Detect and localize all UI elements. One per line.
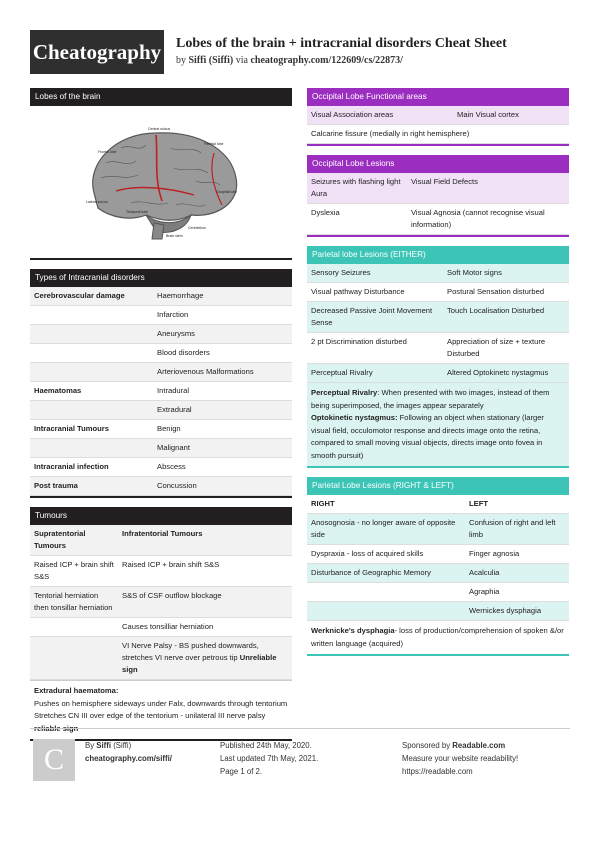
row-cell-b: Raised ICP + brain shift S&S — [122, 560, 220, 569]
table-row — [307, 106, 569, 125]
right-column — [307, 88, 569, 665]
table-row — [307, 125, 569, 144]
row-cell-b: S&S of CSF outflow blockage — [122, 591, 222, 600]
col-header-right: RIGHT — [311, 499, 335, 508]
table-row — [30, 458, 292, 477]
row-category — [30, 325, 153, 331]
table-row — [30, 344, 292, 363]
parietal-rl-title: Parietal Lobe Lesions (RIGHT & LEFT) — [307, 477, 569, 495]
row-cell-b: Infratentorial Tumours — [122, 529, 203, 538]
row-category — [30, 344, 153, 350]
footer-author-suffix: (Siffi) — [113, 741, 132, 750]
row-item: Arteriovenous Malformations — [157, 367, 254, 376]
row-category: Haematomas — [34, 386, 82, 395]
row-cell-b: Wernickes dysphagia — [469, 606, 542, 615]
row-cell-a: Tentorial herniation then tonsillar herniation — [34, 591, 113, 612]
occipital-func-title: Occipital Lobe Functional areas — [307, 88, 569, 106]
table-row — [307, 333, 569, 364]
footer-author-link[interactable]: Siffi — [96, 741, 112, 750]
row-item: Benign — [157, 424, 181, 433]
sponsor-prefix: Sponsored by — [402, 741, 451, 750]
row-cell-b: Causes tonsilliar herniation — [122, 622, 214, 631]
table-row — [30, 363, 292, 382]
row-cell-a: Seizures with flashing light Aura — [311, 177, 401, 198]
tumours-table — [30, 525, 292, 680]
table-row — [307, 173, 569, 204]
table-row — [30, 637, 292, 680]
parietal-rl-note — [307, 621, 569, 654]
parietal-rl-box — [307, 477, 569, 656]
row-item: Malignant — [157, 443, 190, 452]
footer-sponsor — [402, 739, 518, 778]
table-row — [30, 325, 292, 344]
table-row — [30, 382, 292, 401]
table-row — [30, 587, 292, 618]
sponsor-link[interactable]: Readable.com — [452, 741, 506, 750]
table-row — [307, 302, 569, 333]
row-item: Abscess — [157, 462, 186, 471]
row-cell-b: Finger agnosia — [469, 549, 520, 558]
left-column — [30, 88, 292, 750]
table-row — [30, 556, 292, 587]
author-avatar[interactable]: C — [33, 739, 75, 781]
row-cell-a: Dyslexia — [311, 208, 340, 217]
row-item: Infarction — [157, 310, 189, 319]
occipital-lesions-end-bar — [307, 235, 569, 237]
parietal-either-title: Parietal lobe Lesions (EITHER) — [307, 246, 569, 264]
sheet-url[interactable]: cheatography.com/122609/cs/22873/ — [250, 55, 403, 66]
row-category: Post trauma — [34, 481, 78, 490]
byline-via: via — [235, 55, 248, 66]
label-occipital-lobe: Occipital lobe — [216, 190, 238, 194]
lobes-box — [30, 88, 292, 260]
table-row — [30, 306, 292, 325]
occipital-func-box — [307, 88, 569, 146]
footer-author-url[interactable]: cheatography.com/siffi/ — [85, 754, 172, 763]
row-item: Haemorrhage — [157, 291, 204, 300]
table-row — [307, 514, 569, 545]
row-cell-a — [307, 583, 465, 589]
page-header — [30, 30, 570, 76]
row-cell-a: Dyspraxia - loss of acquired skills — [311, 549, 424, 558]
row-cell-a: Perceptual Rivalry — [311, 368, 373, 377]
table-row — [307, 602, 569, 621]
author-link[interactable]: Siffi (Siffi) — [188, 55, 234, 66]
row-text: VI Nerve Palsy - BS pushed downwards, stretches VI nerve over petrous tip — [122, 641, 259, 662]
note-bold: Perceptual Rivalry — [311, 388, 378, 397]
row-note: Calcarine fissure (medially in right hemisphere) — [311, 129, 470, 138]
note-text: - loss of production/comprehension of spoken &/or written language (acquired) — [311, 626, 564, 648]
row-cell-a: 2 pt Discrimination disturbed — [311, 337, 407, 346]
row-cell-a — [307, 602, 465, 608]
row-item: Intradural — [157, 386, 190, 395]
page-number: Page 1 of 2. — [220, 767, 263, 776]
row-cell-b: Agraphia — [469, 587, 500, 596]
row-cell-a — [30, 618, 118, 624]
note-text: : When presented with two images, instead of them being superimposed, the images appear separately — [311, 388, 550, 410]
note-text: Following an object when stationary (larger visual field, occulomotor response and directs image onto the retina, compared to small moving visual objects, directs image onto fovea in smooth pursuit) — [311, 413, 544, 460]
table-row — [30, 401, 292, 420]
table-row — [30, 439, 292, 458]
table-row — [30, 618, 292, 637]
table-row — [307, 364, 569, 383]
updated-date: Last updated 7th May, 2021. — [220, 754, 319, 763]
brain-illustration — [76, 123, 246, 241]
intracranial-table — [30, 287, 292, 496]
row-category — [30, 401, 153, 407]
row-cell-b: Altered Optokinetc nystagmus — [447, 368, 549, 377]
note-bold: Werknicke's dysphagia — [311, 626, 395, 635]
note-line: Stretches CN III over edge of the tentorium - unilateral III nerve palsy — [34, 711, 266, 720]
label-lateral-sulcus: Lateral sulcus — [86, 200, 108, 204]
label-cerebellum: Cerebellum — [188, 226, 206, 230]
occipital-func-end-bar — [307, 144, 569, 146]
table-row — [307, 283, 569, 302]
intracranial-title: Types of Intracranial disorders — [30, 269, 292, 287]
row-cell-a: Supratentorial Tumours — [34, 529, 86, 550]
row-category — [30, 363, 153, 369]
col-header-left: LEFT — [469, 499, 488, 508]
intracranial-end-bar — [30, 496, 292, 498]
row-category — [30, 306, 153, 312]
note-bold: Optokinetic nystagmus: — [311, 413, 398, 422]
row-cell-b — [118, 637, 292, 679]
parietal-either-box — [307, 246, 569, 468]
note-line: Pushes on hemisphere sideways under Falx, downwards through tentorium — [34, 698, 288, 708]
label-central-sulcus: Central sulcus — [148, 127, 171, 131]
row-cell-b: Soft Motor signs — [447, 268, 502, 277]
row-cell-a: Sensory Seizures — [311, 268, 371, 277]
label-temporal-lobe: Temporal lobe — [126, 210, 148, 214]
row-item: Blood disorders — [157, 348, 210, 357]
sponsor-tagline: Measure your website readability! — [402, 754, 519, 763]
row-cell-b: Appreciation of size + texture Disturbed — [447, 337, 546, 358]
row-cell-a: Visual Association areas — [311, 110, 394, 119]
note-bold: reliable sign — [34, 723, 79, 733]
lobes-end-bar — [30, 258, 292, 260]
tumours-box — [30, 507, 292, 741]
row-cell-b: Postural Sensation disturbed — [447, 287, 545, 296]
intracranial-box — [30, 269, 292, 498]
row-cell-a: Decreased Passive Joint Movement Sense — [311, 306, 433, 327]
label-parietal-lobe: Parietal lobe — [204, 142, 224, 146]
row-cell-b: Visual Field Defects — [411, 177, 478, 186]
table-row — [30, 525, 292, 556]
table-header-row — [307, 495, 569, 514]
table-row — [307, 545, 569, 564]
parietal-either-note — [307, 383, 569, 466]
footer-dates — [220, 739, 318, 778]
footer-by: By — [85, 741, 95, 750]
occipital-lesions-title: Occipital Lobe Lesions — [307, 155, 569, 173]
table-row — [307, 564, 569, 583]
footer-author — [85, 739, 172, 765]
table-row — [307, 264, 569, 283]
row-item: Extradural — [157, 405, 192, 414]
table-row — [30, 287, 292, 306]
page-footer — [30, 728, 570, 788]
page-title: Lobes of the brain + intracranial disorders Cheat Sheet — [176, 36, 507, 51]
row-cell-b: Confusion of right and left limb — [469, 518, 556, 539]
table-row — [30, 477, 292, 496]
note-title: Extradural haematoma: — [34, 686, 119, 695]
brain-image-wrap — [30, 106, 292, 258]
row-bold: Unreliable sign — [122, 653, 277, 674]
row-cell-a: Visual pathway Disturbance — [311, 287, 405, 296]
row-cell-b: Visual Agnosia (cannot recognise visual information) — [411, 208, 545, 229]
row-cell-a: Raised ICP + brain shift S&S — [34, 560, 114, 581]
label-brain-stem: Brain stem — [166, 234, 183, 238]
lobes-title: Lobes of the brain — [30, 88, 292, 106]
row-cell-a: Anosognosia - no longer aware of opposite side — [311, 518, 456, 539]
tumours-title: Tumours — [30, 507, 292, 525]
row-item: Concussion — [157, 481, 197, 490]
row-cell-a — [30, 637, 118, 643]
parietal-rl-end-bar — [307, 654, 569, 656]
row-cell-b: Main Visual cortex — [457, 110, 519, 119]
table-row — [307, 204, 569, 235]
sponsor-url[interactable]: https://readable.com — [402, 767, 473, 776]
row-category: Intracranial Tumours — [34, 424, 109, 433]
byline — [176, 55, 403, 66]
row-cell-b: Acalculia — [469, 568, 500, 577]
occipital-lesions-box — [307, 155, 569, 237]
table-row — [30, 420, 292, 439]
row-cell-b: Touch Localisation Disturbed — [447, 306, 545, 315]
cheatography-logo[interactable]: Cheatography — [30, 30, 164, 74]
row-item: Aneurysms — [157, 329, 195, 338]
label-frontal-lobe: Frontal lobe — [98, 150, 117, 154]
byline-prefix: by — [176, 55, 186, 66]
row-category: Intracranial infection — [34, 462, 109, 471]
row-cell-a: Disturbance of Geographic Memory — [311, 568, 431, 577]
row-category: Cerebrovascular damage — [34, 291, 125, 300]
table-row — [307, 583, 569, 602]
published-date: Published 24th May, 2020. — [220, 741, 312, 750]
row-category — [30, 439, 153, 445]
parietal-either-end-bar — [307, 466, 569, 468]
